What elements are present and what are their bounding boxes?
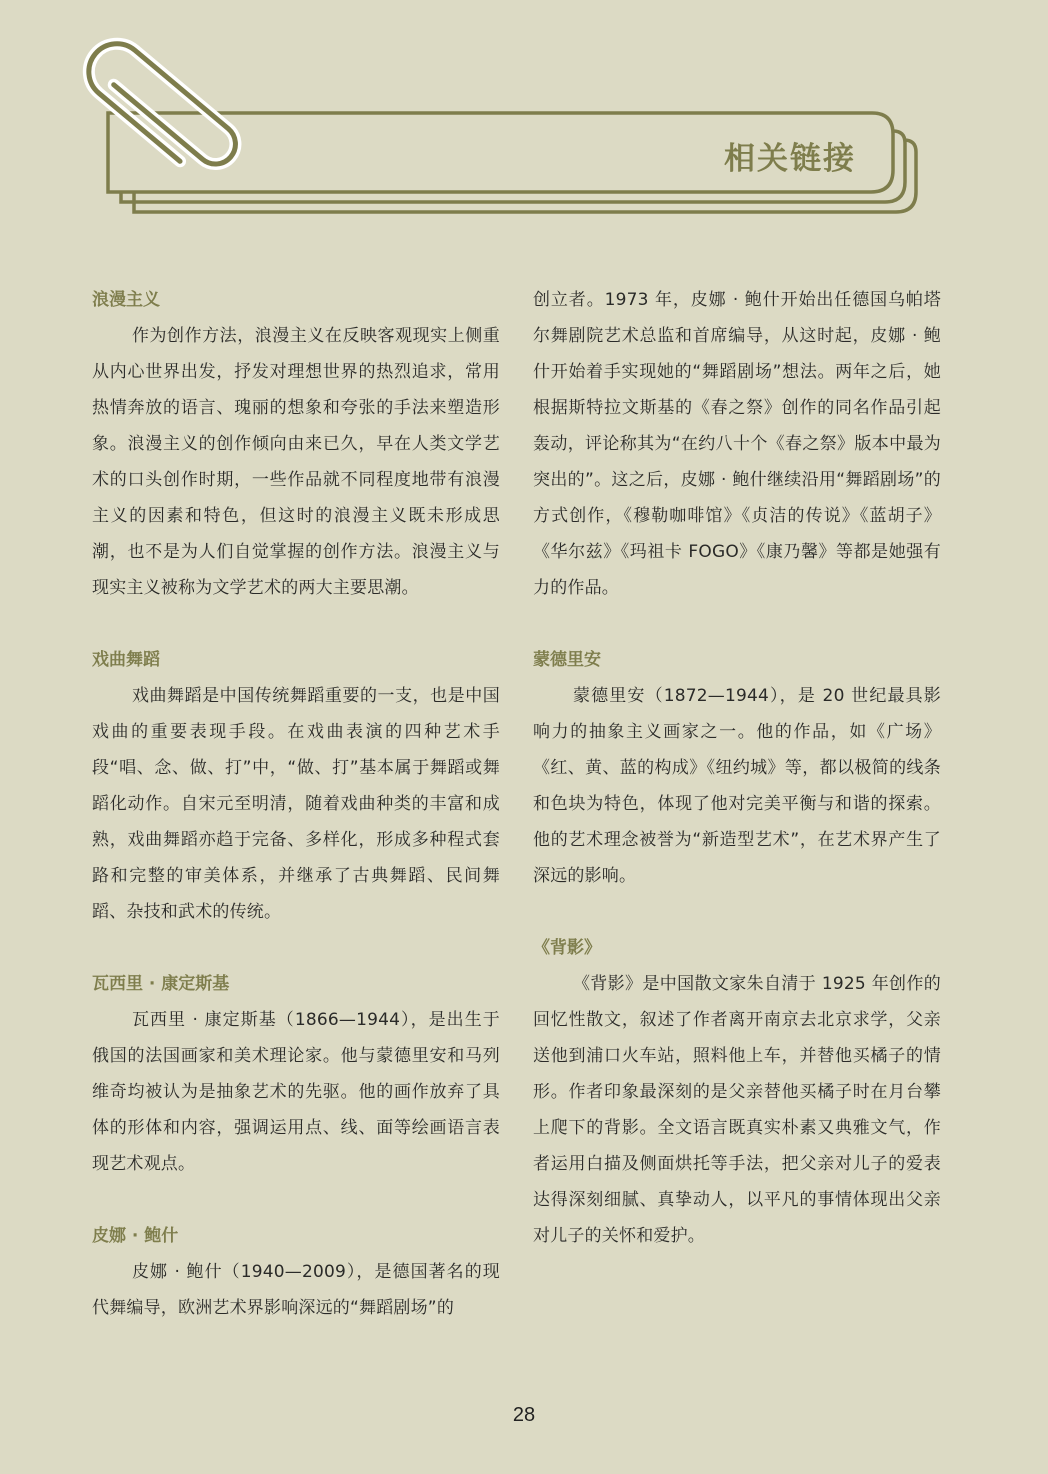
section-text: 戏曲舞蹈是中国传统舞蹈重要的一支，也是中国戏曲的重要表现手段。在戏曲表演的四种艺术手段“唱、念、做、打”中，“做、打”基本属于舞蹈或舞蹈化动作。自宋元至明清，随着戏曲种类的丰富和成熟，戏曲舞蹈亦趋于完备、多样化，形成多种程式套路和完整的审美体系，并继承了古典舞蹈、民间舞蹈、杂技和武术的传统。 xyxy=(92,686,500,922)
section-text: 《背影》是中国散文家朱自清于 1925 年创作的回忆性散文，叙述了作者离开南京去北京求学，父亲送他到浦口火车站，照料他上车，并替他买橘子的情形。作者印象最深刻的是父亲替他买橘子时在月台攀上爬下的背影。全文语言既真实朴素又典雅文气，作者运用白描及侧面烘托等手法，把父亲对儿子的爱表达得深刻细腻、真挚动人，以平凡的事情体现出父亲对儿子的关怀和爱护。 xyxy=(533,974,941,1246)
section-title: 戏曲舞蹈 xyxy=(92,650,160,670)
section-text: 作为创作方法，浪漫主义在反映客观现实上侧重从内心世界出发，抒发对理想世界的热烈追求，常用热情奔放的语言、瑰丽的想象和夸张的手法来塑造形象。浪漫主义的创作倾向由来已久，早在人类文学艺术的口头创作时期，一些作品就不同程度地带有浪漫主义的因素和特色，但这时的浪漫主义既未形成思潮，也不是为人们自觉掌握的创作方法。浪漫主义与现实主义被称为文学艺术的两大主要思潮。 xyxy=(92,326,500,598)
section-text: 皮娜 · 鲍什（1940—2009），是德国著名的现代舞编导，欧洲艺术界影响深远的“舞蹈剧场”的 xyxy=(92,1262,500,1318)
section-text: 创立者。1973 年，皮娜 · 鲍什开始出任德国乌帕塔尔舞剧院艺术总监和首席编导，从这时起，皮娜 · 鲍什开始着手实现她的“舞蹈剧场”想法。两年之后，她根据斯特拉文斯基的《春之祭》创作的同名作品引起轰动，评论称其为“在约八十个《春之祭》版本中最为突出的”。这之后，皮娜 · 鲍什继续沿用“舞蹈剧场”的方式创作，《穆勒咖啡馆》《贞洁的传说》《蓝胡子》《华尔兹》《玛祖卡 FOGO》《康乃馨》等都是她强有力的作品。 xyxy=(533,290,941,598)
left-column xyxy=(92,282,500,1362)
section-kandinsky xyxy=(92,966,500,1182)
section-opera-dance xyxy=(92,642,500,930)
section-title: 《背影》 xyxy=(533,938,601,958)
section-romanticism xyxy=(92,282,500,606)
page-number: 28 xyxy=(512,1404,536,1426)
right-column xyxy=(533,282,941,1290)
section-title: 浪漫主义 xyxy=(92,290,160,310)
section-title: 瓦西里 · 康定斯基 xyxy=(92,974,230,994)
section-beiying xyxy=(533,930,941,1254)
section-pina-bausch-continued xyxy=(533,282,941,606)
page-title: 相关链接 xyxy=(724,141,856,177)
section-title: 蒙德里安 xyxy=(533,650,601,670)
section-text: 瓦西里 · 康定斯基（1866—1944），是出生于俄国的法国画家和美术理论家。他与蒙德里安和马列维奇均被认为是抽象艺术的先驱。他的画作放弃了具体的形体和内容，强调运用点、线、面等绘画语言表现艺术观点。 xyxy=(92,1010,500,1174)
section-pina-bausch xyxy=(92,1218,500,1326)
section-text: 蒙德里安（1872—1944），是 20 世纪最具影响力的抽象主义画家之一。他的作品，如《广场》《红、黄、蓝的构成》《纽约城》等，都以极简的线条和色块为特色，体现了他对完美平衡与和谐的探索。他的艺术理念被誉为“新造型艺术”，在艺术界产生了深远的影响。 xyxy=(533,686,941,886)
header-banner xyxy=(0,0,1048,240)
section-mondrian xyxy=(533,642,941,894)
section-title: 皮娜 · 鲍什 xyxy=(92,1226,179,1246)
